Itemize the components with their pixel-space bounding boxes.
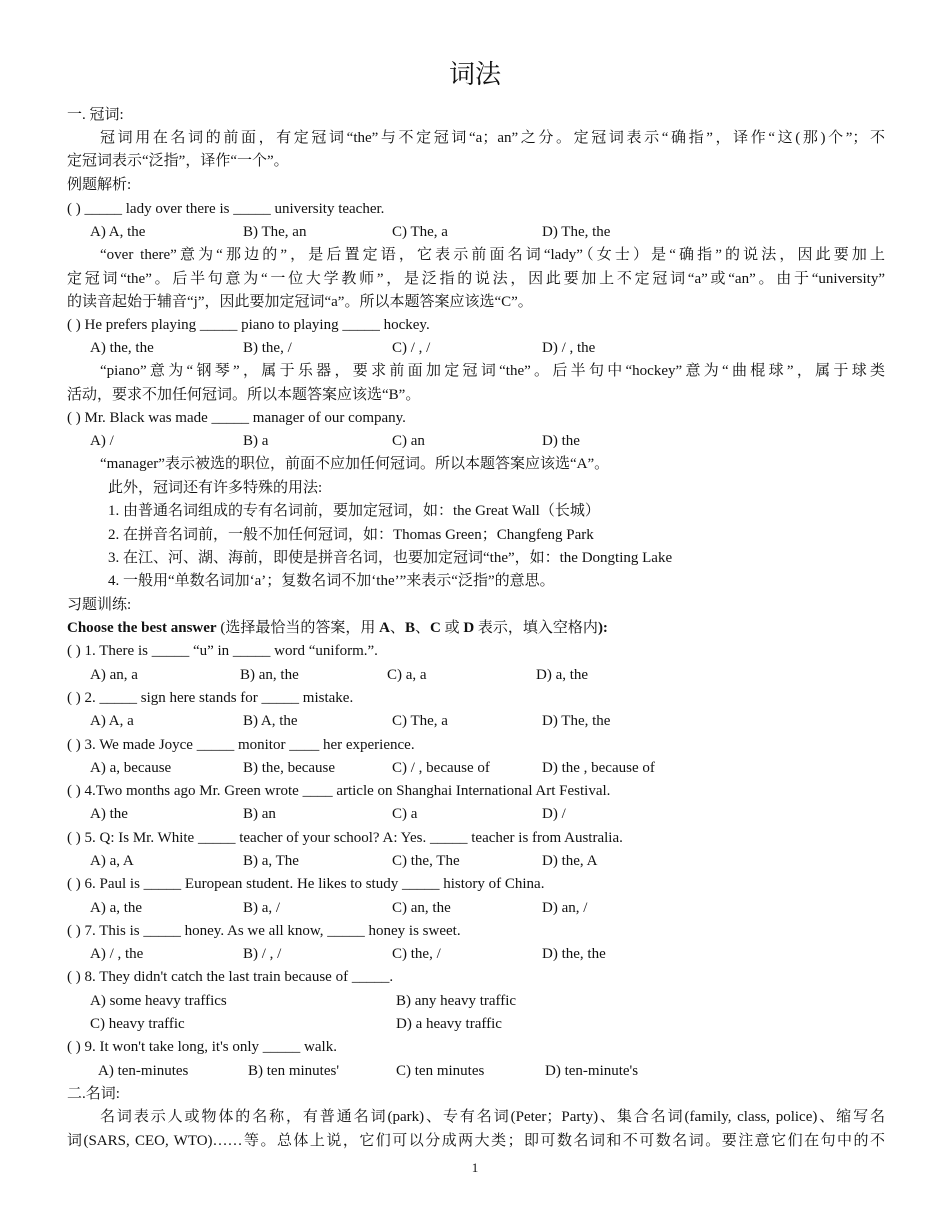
exercise-9-option-c: C) ten minutes bbox=[396, 1063, 485, 1079]
noun-intro-line-2: 词(SARS, CEO, WTO)……等。总体上说，它们可以分成两大类；即可数名词和不可数名词。要注意它们在句中的不 bbox=[67, 1133, 885, 1149]
example-1-explanation-2: 定冠词“the”。后半句意为“一位大学教师”，是泛指的说法，因此要加上不定冠词“a”或“an”。由于“university” bbox=[67, 271, 885, 287]
instruction-bold: Choose the best answer bbox=[67, 620, 217, 636]
exercise-9-option-d: D) ten-minute's bbox=[545, 1063, 639, 1079]
instruction-letter-c: C bbox=[429, 620, 441, 636]
instruction-end: 表示，填入空格内 bbox=[474, 620, 598, 636]
example-1-explanation-3: 的读音起始于辅音“j”，因此要加定冠词“a”。所以本题答案应该选“C”。 bbox=[67, 294, 533, 310]
exercise-5-option-c: C) the, The bbox=[392, 853, 460, 869]
intro-line-1: 冠词用在名词的前面，有定冠词“the”与不定冠词“a；an”之分。定冠词表示“确指”，译作“这(那)个”；不 bbox=[100, 130, 885, 146]
example-question-3: ( ) Mr. Black was made _____ manager of our company. bbox=[67, 410, 406, 426]
example-3-explanation-1: “manager”表示被选的职位，前面不应加任何冠词。所以本题答案应该选“A”。 bbox=[100, 456, 610, 472]
exercise-8-option-b: B) any heavy traffic bbox=[396, 993, 517, 1009]
exercise-6-option-b: B) a, / bbox=[243, 900, 281, 916]
section-heading-articles: 一. 冠词: bbox=[67, 107, 124, 123]
exercise-5-option-a: A) a, A bbox=[90, 853, 134, 869]
exercise-question-3: ( ) 3. We made Joyce _____ monitor ____ her experience. bbox=[67, 737, 415, 753]
exercise-6-option-c: C) an, the bbox=[392, 900, 451, 916]
instruction-sep-1: 、 bbox=[389, 620, 405, 636]
exercise-2-option-b: B) A, the bbox=[243, 713, 298, 729]
example-1-explanation-1: “over there”意为“那边的”，是后置定语，它表示前面名词“lady”（女士）是“确指”的说法，因此要加上 bbox=[100, 247, 885, 263]
page-number: 1 bbox=[471, 1160, 479, 1175]
instruction-close: ): bbox=[597, 620, 608, 636]
rule-1: 1. 由普通名词组成的专有名词前，要加定冠词，如：the Great Wall（长城） bbox=[108, 503, 600, 519]
exercise-6-option-a: A) a, the bbox=[90, 900, 143, 916]
exercise-8-option-d: D) a heavy traffic bbox=[396, 1016, 502, 1032]
practice-instruction bbox=[67, 617, 608, 640]
exercise-3-option-b: B) the, because bbox=[243, 760, 336, 776]
exercise-1-option-a: A) an, a bbox=[90, 667, 138, 683]
example-2-option-d: D) / , the bbox=[542, 340, 596, 356]
example-1-option-a: A) A, the bbox=[90, 224, 146, 240]
example-question-1: ( ) _____ lady over there is _____ university teacher. bbox=[67, 201, 385, 217]
noun-intro-line-1: 名词表示人或物体的名称，有普通名词(park)、专有名词(Peter；Party)、集合名词(family, class, police)、缩写名 bbox=[100, 1109, 885, 1125]
exercise-question-9: ( ) 9. It won't take long, it's only _____ walk. bbox=[67, 1039, 337, 1055]
exercise-8-option-c: C) heavy traffic bbox=[90, 1016, 185, 1032]
exercise-4-option-a: A) the bbox=[90, 806, 128, 822]
example-3-option-b: B) a bbox=[243, 433, 269, 449]
rule-2: 2. 在拼音名词前，一般不加任何冠词，如：Thomas Green；Changfeng Park bbox=[108, 527, 594, 543]
exercise-4-option-b: B) an bbox=[243, 806, 276, 822]
exercise-3-option-a: A) a, because bbox=[90, 760, 172, 776]
example-2-explanation-1: “piano”意为“钢琴”，属于乐器，要求前面加定冠词“the”。后半句中“hockey”意为“曲棍球”，属于球类 bbox=[100, 363, 885, 379]
example-2-explanation-2: 活动，要求不加任何冠词。所以本题答案应该选“B”。 bbox=[67, 387, 421, 403]
exercise-8-option-a: A) some heavy traffics bbox=[90, 993, 227, 1009]
exercise-4-option-c: C) a bbox=[392, 806, 418, 822]
exercise-question-1: ( ) 1. There is _____ “u” in _____ word “uniform.”. bbox=[67, 643, 378, 659]
exercise-6-option-d: D) an, / bbox=[542, 900, 588, 916]
exercise-question-2: ( ) 2. _____ sign here stands for _____ mistake. bbox=[67, 690, 354, 706]
example-1-option-b: B) The, an bbox=[243, 224, 307, 240]
exercise-question-5: ( ) 5. Q: Is Mr. White _____ teacher of your school? A: Yes. _____ teacher is from Australia. bbox=[67, 830, 623, 846]
instruction-sep-2: 、 bbox=[414, 620, 430, 636]
instruction-letter-b: B bbox=[404, 620, 415, 636]
exercise-5-option-b: B) a, The bbox=[243, 853, 299, 869]
exercise-1-option-c: C) a, a bbox=[387, 667, 427, 683]
intro-line-2: 定冠词表示“泛指”，译作“一个”。 bbox=[67, 153, 289, 169]
example-2-option-b: B) the, / bbox=[243, 340, 292, 356]
exercise-5-option-d: D) the, A bbox=[542, 853, 598, 869]
instruction-letter-d: D bbox=[463, 620, 475, 636]
exercise-4-option-d: D) / bbox=[542, 806, 566, 822]
example-2-option-a: A) the, the bbox=[90, 340, 154, 356]
examples-heading: 例题解析: bbox=[67, 177, 132, 193]
rule-4: 4. 一般用“单数名词加‘a’；复数名词不加‘the’”来表示“泛指”的意思。 bbox=[108, 573, 555, 589]
exercise-7-option-c: C) the, / bbox=[392, 946, 441, 962]
exercise-3-option-d: D) the , because of bbox=[542, 760, 655, 776]
example-question-2: ( ) He prefers playing _____ piano to playing _____ hockey. bbox=[67, 317, 430, 333]
exercise-1-option-d: D) a, the bbox=[536, 667, 589, 683]
exercise-7-option-b: B) / , / bbox=[243, 946, 282, 962]
exercise-7-option-a: A) / , the bbox=[90, 946, 144, 962]
exercise-2-option-d: D) The, the bbox=[542, 713, 611, 729]
exercise-2-option-a: A) A, a bbox=[90, 713, 134, 729]
instruction-or: 或 bbox=[440, 620, 464, 636]
exercise-question-6: ( ) 6. Paul is _____ European student. He likes to study _____ history of China. bbox=[67, 876, 545, 892]
example-2-option-c: C) / , / bbox=[392, 340, 431, 356]
example-1-option-d: D) The, the bbox=[542, 224, 611, 240]
exercise-1-option-b: B) an, the bbox=[240, 667, 299, 683]
instruction-letter-a: A bbox=[379, 620, 390, 636]
exercise-9-option-b: B) ten minutes' bbox=[248, 1063, 340, 1079]
instruction-text: (选择最恰当的答案，用 bbox=[216, 620, 380, 636]
practice-heading: 习题训练: bbox=[67, 597, 132, 613]
example-3-option-c: C) an bbox=[392, 433, 425, 449]
exercise-question-4: ( ) 4.Two months ago Mr. Green wrote ____ article on Shanghai International Art Festival. bbox=[67, 783, 611, 799]
example-1-option-c: C) The, a bbox=[392, 224, 448, 240]
exercise-9-option-a: A) ten-minutes bbox=[98, 1063, 189, 1079]
exercise-7-option-d: D) the, the bbox=[542, 946, 606, 962]
page-title: 词法 bbox=[448, 60, 501, 89]
exercise-3-option-c: C) / , because of bbox=[392, 760, 490, 776]
exercise-question-7: ( ) 7. This is _____ honey. As we all know, _____ honey is sweet. bbox=[67, 923, 461, 939]
exercise-2-option-c: C) The, a bbox=[392, 713, 448, 729]
rule-3: 3. 在江、河、湖、海前，即使是拼音名词，也要加定冠词“the”，如：the Dongting Lake bbox=[108, 550, 673, 566]
exercise-question-8: ( ) 8. They didn't catch the last train because of _____. bbox=[67, 969, 394, 985]
example-3-option-d: D) the bbox=[542, 433, 580, 449]
special-usage-intro: 此外，冠词还有许多特殊的用法: bbox=[108, 480, 323, 496]
example-3-option-a: A) / bbox=[90, 433, 114, 449]
section-heading-nouns: 二.名词: bbox=[67, 1086, 120, 1102]
